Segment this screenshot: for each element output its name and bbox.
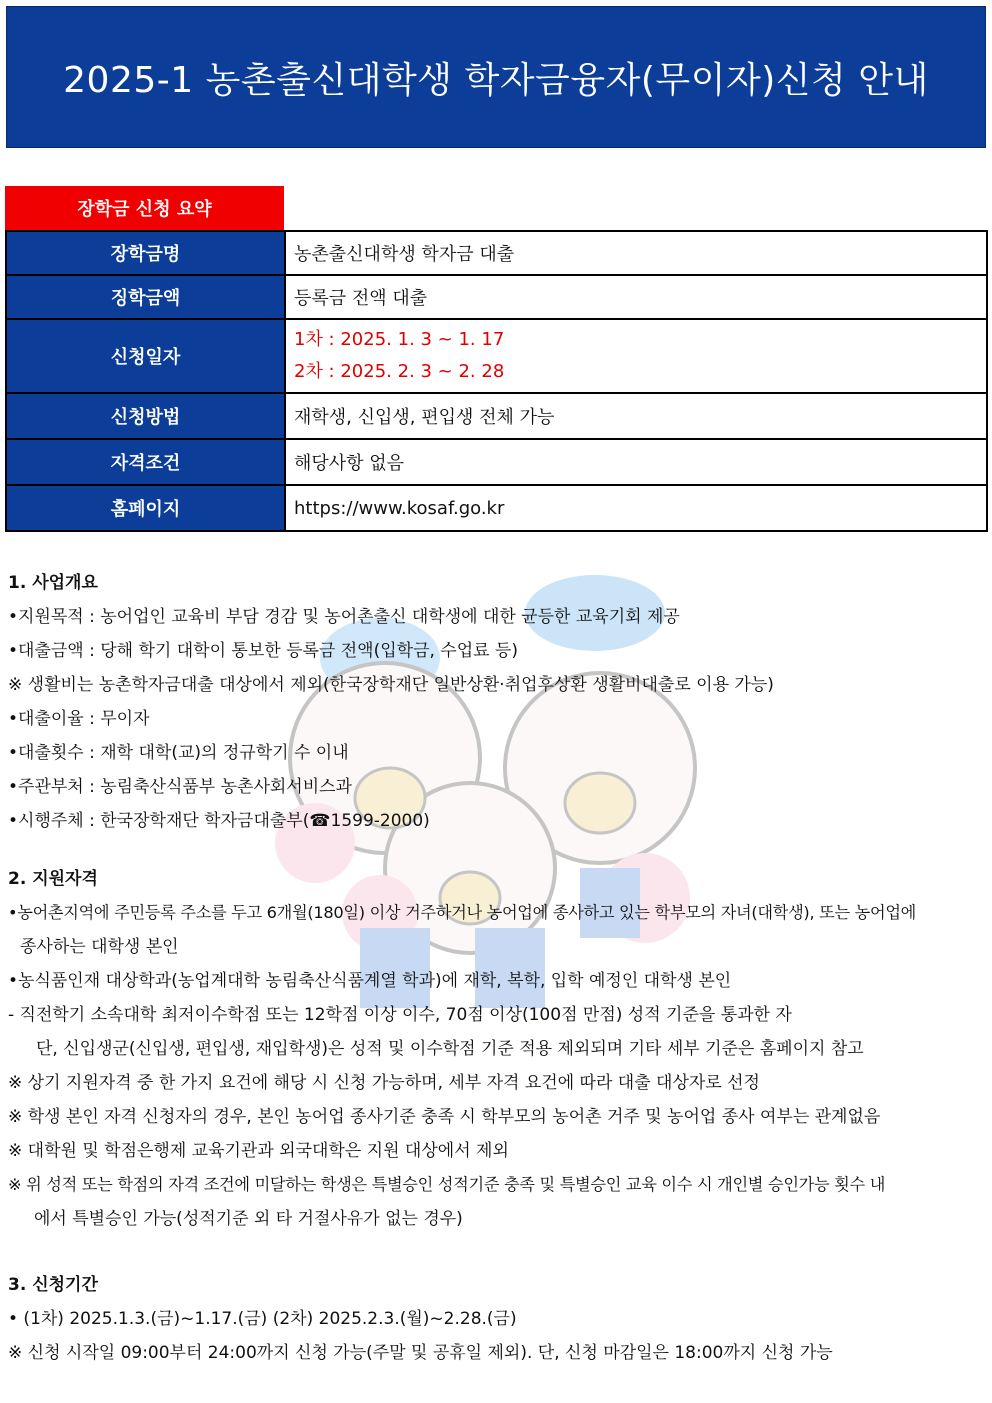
list-item: •시행주체 : 한국장학재단 학자금대출부(☎1599-2000) [8, 811, 430, 831]
body-content [8, 566, 992, 1370]
list-item: •농어촌지역에 주민등록 주소를 두고 6개월(180일) 이상 거주하거나 농어업에 종사하고 있는 학부모의 자녀(대학생), 또는 농어업에 [8, 903, 916, 922]
list-item: ※ 위 성적 또는 학점의 자격 조건에 미달하는 학생은 특별승인 성적기준 충족 및 특별승인 교육 이수 시 개인별 승인가능 횟수 내 [8, 1175, 886, 1194]
summary-key: 신청방법 [6, 393, 285, 439]
list-item: ※ 신청 시작일 09:00부터 24:00까지 신청 가능(주말 및 공휴일 제외). 단, 신청 마감일은 18:00까지 신청 가능 [8, 1343, 833, 1363]
list-item: •대출횟수 : 재학 대학(교)의 정규학기 수 이내 [8, 743, 349, 763]
summary-table [5, 230, 988, 532]
list-item: - 직전학기 소속대학 최저이수학점 또는 12학점 이상 이수, 70점 이상(100점 만점) 성적 기준을 통과한 자 [8, 1005, 792, 1025]
section-heading: 1. 사업개요 [8, 573, 98, 593]
section-heading: 3. 신청기간 [8, 1275, 98, 1295]
application-dates [285, 319, 987, 393]
list-item: •대출이율 : 무이자 [8, 709, 150, 729]
summary-key: 장학금명 [6, 231, 285, 275]
first-round-date: 1차 : 2025. 1. 3 ~ 1. 17 [294, 329, 505, 350]
list-item: 단, 신입생군(신입생, 편입생, 재입학생)은 성적 및 이수학점 기준 적용 제외되며 기타 세부 기준은 홈페이지 참고 [36, 1039, 864, 1059]
page-title: 2025-1 농촌출신대학생 학자금융자(무이자)신청 안내 [63, 59, 929, 101]
list-item: 종사하는 대학생 본인 [20, 937, 179, 957]
table-row [6, 231, 987, 275]
table-row [6, 439, 987, 485]
table-row [6, 319, 987, 393]
list-item: ※ 학생 본인 자격 신청자의 경우, 본인 농어업 종사기준 충족 시 학부모의 농어촌 거주 및 농어업 종사 여부는 관계없음 [8, 1107, 881, 1127]
list-item: ※ 생활비는 농촌학자금대출 대상에서 제외(한국장학재단 일반상환·취업후상환 생활비대출로 이용 가능) [8, 675, 774, 695]
list-item: • (1차) 2025.1.3.(금)~1.17.(금) (2차) 2025.2.3.(월)~2.28.(금) [8, 1309, 517, 1329]
summary-key: 징학금액 [6, 275, 285, 319]
list-item: •지원목적 : 농어업인 교육비 부담 경감 및 농어촌출신 대학생에 대한 균등한 교육기회 제공 [8, 607, 680, 627]
title-banner [6, 6, 986, 148]
summary-value: 재학생, 신입생, 편입생 전체 가능 [285, 393, 987, 439]
summary-key: 자격조건 [6, 439, 285, 485]
summary-key: 신청일자 [6, 319, 285, 393]
list-item: •농식품인재 대상학과(농업계대학 농림축산식품계열 학과)에 재학, 복학, 입학 예정인 대학생 본인 [8, 971, 732, 991]
summary-key: 홈페이지 [6, 485, 285, 531]
summary-tab-label: 장학금 신청 요약 [5, 186, 284, 230]
table-row [6, 393, 987, 439]
summary-value: 농촌출신대학생 학자금 대출 [285, 231, 987, 275]
second-round-date: 2차 : 2025. 2. 3 ~ 2. 28 [294, 361, 505, 382]
list-item: •주관부처 : 농림축산식품부 농촌사회서비스과 [8, 777, 352, 797]
list-item: ※ 상기 지원자격 중 한 가지 요건에 해당 시 신청 가능하며, 세부 자격 요건에 따라 대출 대상자로 선정 [8, 1073, 760, 1093]
table-row [6, 485, 987, 531]
homepage-link[interactable]: https://www.kosaf.go.kr [285, 485, 987, 531]
summary-value: 등록금 전액 대출 [285, 275, 987, 319]
summary-value: 해당사항 없음 [285, 439, 987, 485]
section-heading: 2. 지원자격 [8, 869, 98, 889]
list-item: ※ 대학원 및 학점은행제 교육기관과 외국대학은 지원 대상에서 제외 [8, 1141, 509, 1161]
table-row [6, 275, 987, 319]
list-item: •대출금액 : 당해 학기 대학이 통보한 등록금 전액(입학금, 수업료 등) [8, 641, 519, 661]
list-item: 에서 특별승인 가능(성적기준 외 타 거절사유가 없는 경우) [34, 1209, 463, 1229]
